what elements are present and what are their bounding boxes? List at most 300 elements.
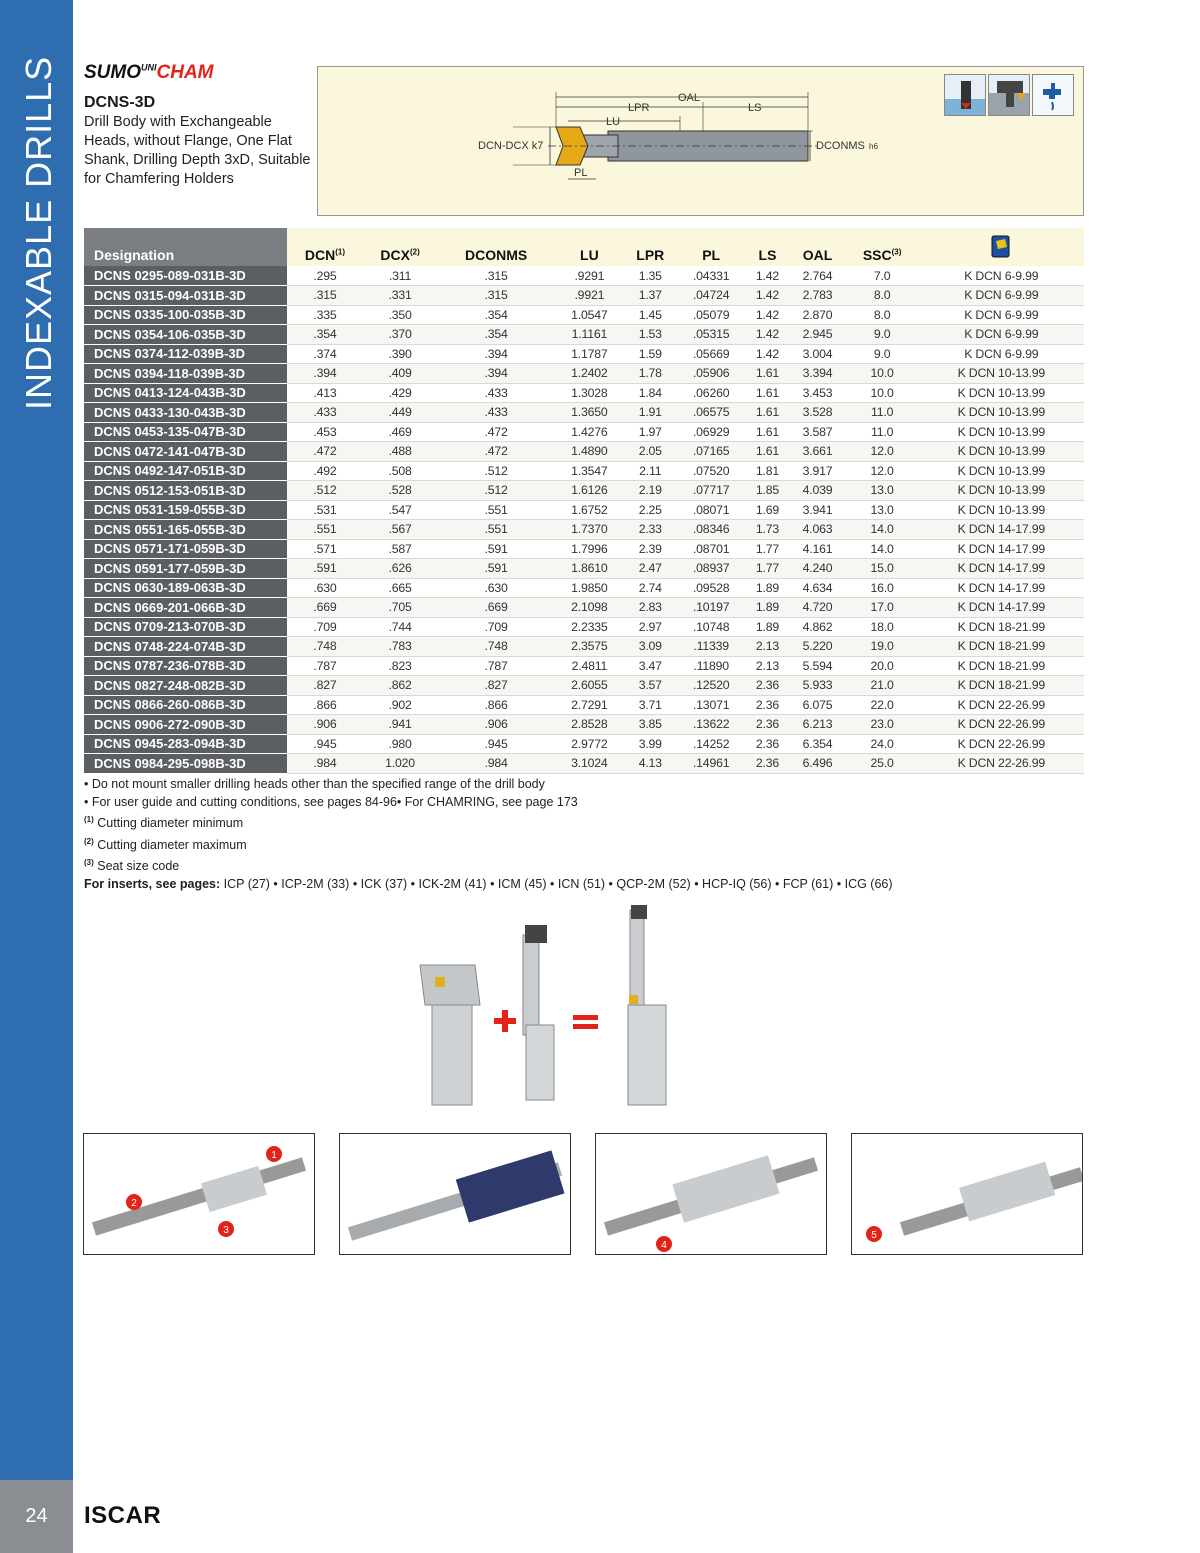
table-cell: .390 xyxy=(363,344,437,364)
table-cell: K DCN 10-13.99 xyxy=(919,383,1084,403)
table-row xyxy=(84,325,1084,345)
designation-cell: DCNS 0354-106-035B-3D xyxy=(84,325,287,345)
table-cell: 1.61 xyxy=(746,422,790,442)
table-cell: K DCN 14-17.99 xyxy=(919,578,1084,598)
svg-text:1: 1 xyxy=(271,1150,277,1161)
designation-cell: DCNS 0906-272-090B-3D xyxy=(84,715,287,735)
table-cell: .374 xyxy=(287,344,363,364)
designation-cell: DCNS 0630-189-063B-3D xyxy=(84,578,287,598)
table-cell: 1.0547 xyxy=(555,305,624,325)
table-cell: 2.13 xyxy=(746,637,790,657)
table-cell: 3.661 xyxy=(789,442,845,462)
lpr-label: LPR xyxy=(628,102,650,114)
dcn-dcx-label: DCN-DCX k7 xyxy=(478,140,544,152)
table-cell: 9.0 xyxy=(846,325,919,345)
table-cell: .09528 xyxy=(677,578,746,598)
svg-text:2: 2 xyxy=(131,1198,137,1209)
note-bullet-2: • For user guide and cutting conditions, see pages 84-96• For CHAMRING, see page 173 xyxy=(84,794,578,809)
table-row xyxy=(84,578,1084,598)
table-cell: 23.0 xyxy=(846,715,919,735)
table-cell: .705 xyxy=(363,598,437,618)
table-cell: 3.453 xyxy=(789,383,845,403)
table-cell: 1.53 xyxy=(624,325,677,345)
table-cell: 1.69 xyxy=(746,500,790,520)
table-cell: .906 xyxy=(287,715,363,735)
table-cell: .862 xyxy=(363,676,437,696)
table-cell: 1.6126 xyxy=(555,481,624,501)
table-cell: .311 xyxy=(363,266,437,286)
table-row xyxy=(84,266,1084,286)
step-panel-1 xyxy=(83,1133,315,1255)
table-cell: 3.394 xyxy=(789,364,845,384)
table-cell: 1.81 xyxy=(746,461,790,481)
logo-uni: UNI xyxy=(141,62,157,73)
table-cell: .669 xyxy=(287,598,363,618)
table-cell: 2.870 xyxy=(789,305,845,325)
inserts-reference xyxy=(84,876,1084,894)
table-cell: .11339 xyxy=(677,637,746,657)
svg-text:4: 4 xyxy=(661,1240,667,1251)
table-row xyxy=(84,286,1084,306)
table-cell: .531 xyxy=(287,500,363,520)
inserts-label: For inserts, see pages: xyxy=(84,876,221,891)
table-cell: .354 xyxy=(287,325,363,345)
table-cell: 3.57 xyxy=(624,676,677,696)
table-cell: 3.941 xyxy=(789,500,845,520)
table-cell: 1.1161 xyxy=(555,325,624,345)
table-cell: 2.8528 xyxy=(555,715,624,735)
notes xyxy=(84,776,1084,893)
insert-book-icon xyxy=(990,234,1012,260)
table-row xyxy=(84,559,1084,579)
designation-cell: DCNS 0512-153-051B-3D xyxy=(84,481,287,501)
table-cell: .783 xyxy=(363,637,437,657)
table-cell: 1.7996 xyxy=(555,539,624,559)
table-cell: 2.19 xyxy=(624,481,677,501)
table-cell: 2.36 xyxy=(746,754,790,774)
table-cell: 17.0 xyxy=(846,598,919,618)
table-cell: .08701 xyxy=(677,539,746,559)
table-cell: .433 xyxy=(287,403,363,423)
table-row xyxy=(84,422,1084,442)
col-dcn xyxy=(287,228,363,266)
table-row xyxy=(84,754,1084,774)
table-cell: 2.945 xyxy=(789,325,845,345)
table-cell: .335 xyxy=(287,305,363,325)
table-cell: 2.47 xyxy=(624,559,677,579)
table-cell: .669 xyxy=(437,598,555,618)
table-cell: .709 xyxy=(287,617,363,637)
table-cell: .429 xyxy=(363,383,437,403)
table-cell: .06260 xyxy=(677,383,746,403)
table-cell: .331 xyxy=(363,286,437,306)
table-cell: .9291 xyxy=(555,266,624,286)
table-cell: .394 xyxy=(287,364,363,384)
table-cell: 1.3028 xyxy=(555,383,624,403)
table-cell: 6.075 xyxy=(789,695,845,715)
table-cell: 2.4811 xyxy=(555,656,624,676)
designation-cell: DCNS 0492-147-051B-3D xyxy=(84,461,287,481)
step-panel-3 xyxy=(595,1133,827,1255)
table-cell: .787 xyxy=(437,656,555,676)
table-cell: 1.78 xyxy=(624,364,677,384)
table-cell: 14.0 xyxy=(846,520,919,540)
table-cell: 24.0 xyxy=(846,734,919,754)
designation-cell: DCNS 0709-213-070B-3D xyxy=(84,617,287,637)
table-cell: K DCN 14-17.99 xyxy=(919,520,1084,540)
table-cell: .08346 xyxy=(677,520,746,540)
inserts-pages: ICP (27) • ICP-2M (33) • ICK (37) • ICK-2M (41) • ICM (45) • ICN (51) • QCP-2M (52) • HCP-IQ (56) • FCP (61) • ICG (66) xyxy=(220,876,893,891)
table-cell: 4.634 xyxy=(789,578,845,598)
table-cell: K DCN 22-26.99 xyxy=(919,695,1084,715)
table-cell: 1.91 xyxy=(624,403,677,423)
table-cell: 2.9772 xyxy=(555,734,624,754)
table-cell: .07165 xyxy=(677,442,746,462)
footnote-1-text: Cutting diameter minimum xyxy=(93,816,244,831)
table-cell: .591 xyxy=(437,539,555,559)
table-row xyxy=(84,403,1084,423)
step-panel-4 xyxy=(851,1133,1083,1255)
table-cell: 2.36 xyxy=(746,695,790,715)
table-cell: 1.61 xyxy=(746,403,790,423)
table-cell: 1.3547 xyxy=(555,461,624,481)
table-cell: .433 xyxy=(437,403,555,423)
table-cell: .709 xyxy=(437,617,555,637)
table-cell: 1.84 xyxy=(624,383,677,403)
table-cell: .827 xyxy=(287,676,363,696)
table-row xyxy=(84,676,1084,696)
table-cell: 1.61 xyxy=(746,442,790,462)
table-row xyxy=(84,364,1084,384)
table-cell: .10748 xyxy=(677,617,746,637)
table-cell: 4.862 xyxy=(789,617,845,637)
table-cell: .433 xyxy=(437,383,555,403)
spec-table-body xyxy=(84,266,1084,773)
table-cell: 1.85 xyxy=(746,481,790,501)
table-cell: 11.0 xyxy=(846,403,919,423)
table-cell: 12.0 xyxy=(846,442,919,462)
table-cell: 18.0 xyxy=(846,617,919,637)
col-insert xyxy=(919,228,1084,266)
table-cell: K DCN 6-9.99 xyxy=(919,305,1084,325)
table-cell: 15.0 xyxy=(846,559,919,579)
table-cell: .528 xyxy=(363,481,437,501)
table-cell: 3.004 xyxy=(789,344,845,364)
col-lu: LU xyxy=(555,228,624,266)
designation-cell: DCNS 0472-141-047B-3D xyxy=(84,442,287,462)
designation-cell: DCNS 0591-177-059B-3D xyxy=(84,559,287,579)
table-cell: .05315 xyxy=(677,325,746,345)
table-cell: .591 xyxy=(437,559,555,579)
table-cell: 6.354 xyxy=(789,734,845,754)
table-cell: 2.7291 xyxy=(555,695,624,715)
svg-text:3: 3 xyxy=(223,1225,229,1236)
coolant-tap-icon xyxy=(1032,74,1074,116)
col-oal: OAL xyxy=(789,228,845,266)
table-cell: .315 xyxy=(437,266,555,286)
footnote-3 xyxy=(84,854,1084,876)
table-cell: 1.89 xyxy=(746,598,790,618)
designation-cell: DCNS 0866-260-086B-3D xyxy=(84,695,287,715)
footnote-2-mark: (2) xyxy=(84,836,94,846)
table-cell: 8.0 xyxy=(846,305,919,325)
table-cell: 2.1098 xyxy=(555,598,624,618)
designation-cell: DCNS 0413-124-043B-3D xyxy=(84,383,287,403)
table-cell: 2.2335 xyxy=(555,617,624,637)
designation-cell: DCNS 0551-165-055B-3D xyxy=(84,520,287,540)
assembly-steps xyxy=(83,1133,1083,1255)
table-cell: 1.77 xyxy=(746,539,790,559)
designation-cell: DCNS 0374-112-039B-3D xyxy=(84,344,287,364)
table-cell: .05079 xyxy=(677,305,746,325)
table-cell: .05906 xyxy=(677,364,746,384)
table-cell: .571 xyxy=(287,539,363,559)
table-cell: 13.0 xyxy=(846,500,919,520)
table-cell: 2.05 xyxy=(624,442,677,462)
table-cell: .354 xyxy=(437,325,555,345)
footnote-2 xyxy=(84,833,1084,855)
table-cell: .945 xyxy=(287,734,363,754)
pl-label: PL xyxy=(574,167,588,179)
table-cell: K DCN 22-26.99 xyxy=(919,715,1084,735)
col-ssc xyxy=(846,228,919,266)
designation-cell: DCNS 0453-135-047B-3D xyxy=(84,422,287,442)
table-cell: .748 xyxy=(287,637,363,657)
table-cell: .665 xyxy=(363,578,437,598)
feature-icons xyxy=(944,74,1074,116)
table-cell: K DCN 18-21.99 xyxy=(919,656,1084,676)
table-cell: .906 xyxy=(437,715,555,735)
table-cell: 16.0 xyxy=(846,578,919,598)
table-cell: 3.47 xyxy=(624,656,677,676)
footnote-3-text: Seat size code xyxy=(93,859,180,874)
col-dcn-label: DCN xyxy=(304,247,336,263)
table-cell: 10.0 xyxy=(846,364,919,384)
table-row xyxy=(84,617,1084,637)
col-dcx-note: (2) xyxy=(409,247,420,257)
table-row xyxy=(84,520,1084,540)
col-dcn-note: (1) xyxy=(335,247,345,257)
table-cell: 1.7370 xyxy=(555,520,624,540)
table-cell: 2.74 xyxy=(624,578,677,598)
table-cell: 2.36 xyxy=(746,676,790,696)
product-logo xyxy=(84,62,214,84)
table-row xyxy=(84,383,1084,403)
table-cell: .488 xyxy=(363,442,437,462)
table-cell: 3.99 xyxy=(624,734,677,754)
table-cell: 3.528 xyxy=(789,403,845,423)
table-cell: .748 xyxy=(437,637,555,657)
table-cell: 14.0 xyxy=(846,539,919,559)
table-cell: K DCN 6-9.99 xyxy=(919,344,1084,364)
table-cell: 2.13 xyxy=(746,656,790,676)
table-row xyxy=(84,305,1084,325)
table-cell: 8.0 xyxy=(846,286,919,306)
table-cell: 25.0 xyxy=(846,754,919,774)
table-cell: K DCN 18-21.99 xyxy=(919,637,1084,657)
table-cell: 1.89 xyxy=(746,578,790,598)
table-cell: .984 xyxy=(287,754,363,774)
table-cell: .902 xyxy=(363,695,437,715)
designation-cell: DCNS 0315-094-031B-3D xyxy=(84,286,287,306)
table-cell: 5.220 xyxy=(789,637,845,657)
table-cell: 2.36 xyxy=(746,715,790,735)
table-cell: .492 xyxy=(287,461,363,481)
table-cell: 1.97 xyxy=(624,422,677,442)
table-cell: .04724 xyxy=(677,286,746,306)
table-cell: 3.85 xyxy=(624,715,677,735)
table-cell: 2.783 xyxy=(789,286,845,306)
table-header-row xyxy=(84,228,1084,266)
table-cell: .06575 xyxy=(677,403,746,423)
table-cell: 1.3650 xyxy=(555,403,624,423)
table-cell: 4.161 xyxy=(789,539,845,559)
table-row xyxy=(84,637,1084,657)
table-cell: .315 xyxy=(437,286,555,306)
table-cell: .551 xyxy=(437,520,555,540)
table-cell: .315 xyxy=(287,286,363,306)
table-cell: 6.496 xyxy=(789,754,845,774)
table-cell: .413 xyxy=(287,383,363,403)
dconms-label: DCONMS xyxy=(816,140,865,152)
footnote-3-mark: (3) xyxy=(84,858,94,868)
table-cell: 1.4276 xyxy=(555,422,624,442)
section-title: INDEXABLE DRILLS xyxy=(18,55,59,410)
table-cell: .394 xyxy=(437,344,555,364)
table-cell: .06929 xyxy=(677,422,746,442)
table-row xyxy=(84,695,1084,715)
table-cell: .370 xyxy=(363,325,437,345)
designation-cell: DCNS 0531-159-055B-3D xyxy=(84,500,287,520)
spec-table xyxy=(84,228,1084,774)
table-cell: 1.020 xyxy=(363,754,437,774)
table-cell: 2.97 xyxy=(624,617,677,637)
product-description: Drill Body with Exchangeable Heads, without Flange, One Flat Shank, Drilling Depth 3xD, Suitable for Chamfering Holders xyxy=(84,114,311,187)
table-cell: 5.933 xyxy=(789,676,845,696)
col-pl: PL xyxy=(677,228,746,266)
table-cell: 6.213 xyxy=(789,715,845,735)
table-cell: .07520 xyxy=(677,461,746,481)
table-cell: 1.59 xyxy=(624,344,677,364)
table-cell: .512 xyxy=(437,461,555,481)
table-cell: 2.764 xyxy=(789,266,845,286)
table-cell: K DCN 10-13.99 xyxy=(919,442,1084,462)
table-cell: K DCN 6-9.99 xyxy=(919,325,1084,345)
table-cell: .12520 xyxy=(677,676,746,696)
table-cell: .354 xyxy=(437,305,555,325)
table-cell: 2.3575 xyxy=(555,637,624,657)
table-cell: K DCN 22-26.99 xyxy=(919,754,1084,774)
table-cell: .547 xyxy=(363,500,437,520)
col-lpr: LPR xyxy=(624,228,677,266)
table-cell: 2.33 xyxy=(624,520,677,540)
table-cell: 19.0 xyxy=(846,637,919,657)
designation-cell: DCNS 0945-283-094B-3D xyxy=(84,734,287,754)
table-cell: .472 xyxy=(287,442,363,462)
table-cell: 2.6055 xyxy=(555,676,624,696)
table-cell: .14961 xyxy=(677,754,746,774)
table-cell: .945 xyxy=(437,734,555,754)
table-cell: 3.1024 xyxy=(555,754,624,774)
table-cell: .866 xyxy=(437,695,555,715)
designation-cell: DCNS 0394-118-039B-3D xyxy=(84,364,287,384)
table-cell: 1.89 xyxy=(746,617,790,637)
table-cell: 1.42 xyxy=(746,305,790,325)
table-cell: K DCN 10-13.99 xyxy=(919,403,1084,423)
col-dcx-label: DCX xyxy=(380,247,410,263)
table-cell: 4.240 xyxy=(789,559,845,579)
table-cell: .626 xyxy=(363,559,437,579)
table-cell: .472 xyxy=(437,442,555,462)
table-cell: K DCN 6-9.99 xyxy=(919,286,1084,306)
table-cell: K DCN 14-17.99 xyxy=(919,559,1084,579)
table-cell: .05669 xyxy=(677,344,746,364)
note-bullet-1: • Do not mount smaller drilling heads other than the specified range of the drill body xyxy=(84,777,545,791)
table-cell: .295 xyxy=(287,266,363,286)
designation-cell: DCNS 0295-089-031B-3D xyxy=(84,266,287,286)
cross-drill-icon xyxy=(988,74,1030,116)
table-cell: .13071 xyxy=(677,695,746,715)
page-number: 24 xyxy=(25,1505,48,1527)
table-row xyxy=(84,656,1084,676)
designation-cell: DCNS 0335-100-035B-3D xyxy=(84,305,287,325)
table-cell: 1.42 xyxy=(746,344,790,364)
table-cell: .10197 xyxy=(677,598,746,618)
table-cell: .823 xyxy=(363,656,437,676)
table-cell: 1.42 xyxy=(746,325,790,345)
table-cell: 7.0 xyxy=(846,266,919,286)
table-cell: .08937 xyxy=(677,559,746,579)
table-cell: .827 xyxy=(437,676,555,696)
table-cell: 1.2402 xyxy=(555,364,624,384)
table-cell: K DCN 18-21.99 xyxy=(919,617,1084,637)
table-cell: 1.1787 xyxy=(555,344,624,364)
footnote-2-text: Cutting diameter maximum xyxy=(93,837,247,852)
table-cell: .394 xyxy=(437,364,555,384)
table-cell: K DCN 10-13.99 xyxy=(919,481,1084,501)
table-cell: 4.13 xyxy=(624,754,677,774)
table-cell: 1.9850 xyxy=(555,578,624,598)
table-cell: .13622 xyxy=(677,715,746,735)
table-cell: .551 xyxy=(287,520,363,540)
table-cell: .472 xyxy=(437,422,555,442)
table-cell: .508 xyxy=(363,461,437,481)
table-cell: 1.6752 xyxy=(555,500,624,520)
table-cell: 3.917 xyxy=(789,461,845,481)
logo-main: SUMO xyxy=(84,62,141,83)
table-cell: 2.83 xyxy=(624,598,677,618)
table-row xyxy=(84,715,1084,735)
footnote-1 xyxy=(84,811,1084,833)
col-ls: LS xyxy=(746,228,790,266)
table-cell: K DCN 22-26.99 xyxy=(919,734,1084,754)
table-cell: .453 xyxy=(287,422,363,442)
table-cell: .07717 xyxy=(677,481,746,501)
designation-cell: DCNS 0433-130-043B-3D xyxy=(84,403,287,423)
table-cell: 1.73 xyxy=(746,520,790,540)
designation-cell: DCNS 0984-295-098B-3D xyxy=(84,754,287,774)
col-designation: Designation xyxy=(84,228,287,266)
assembly-photo xyxy=(405,905,695,1115)
table-cell: 1.37 xyxy=(624,286,677,306)
table-cell: K DCN 14-17.99 xyxy=(919,598,1084,618)
table-cell: 3.71 xyxy=(624,695,677,715)
table-cell: 1.42 xyxy=(746,266,790,286)
svg-text:5: 5 xyxy=(871,1230,877,1241)
col-ssc-label: SSC xyxy=(862,247,892,263)
table-cell: 1.42 xyxy=(746,286,790,306)
ls-label: LS xyxy=(748,102,762,114)
